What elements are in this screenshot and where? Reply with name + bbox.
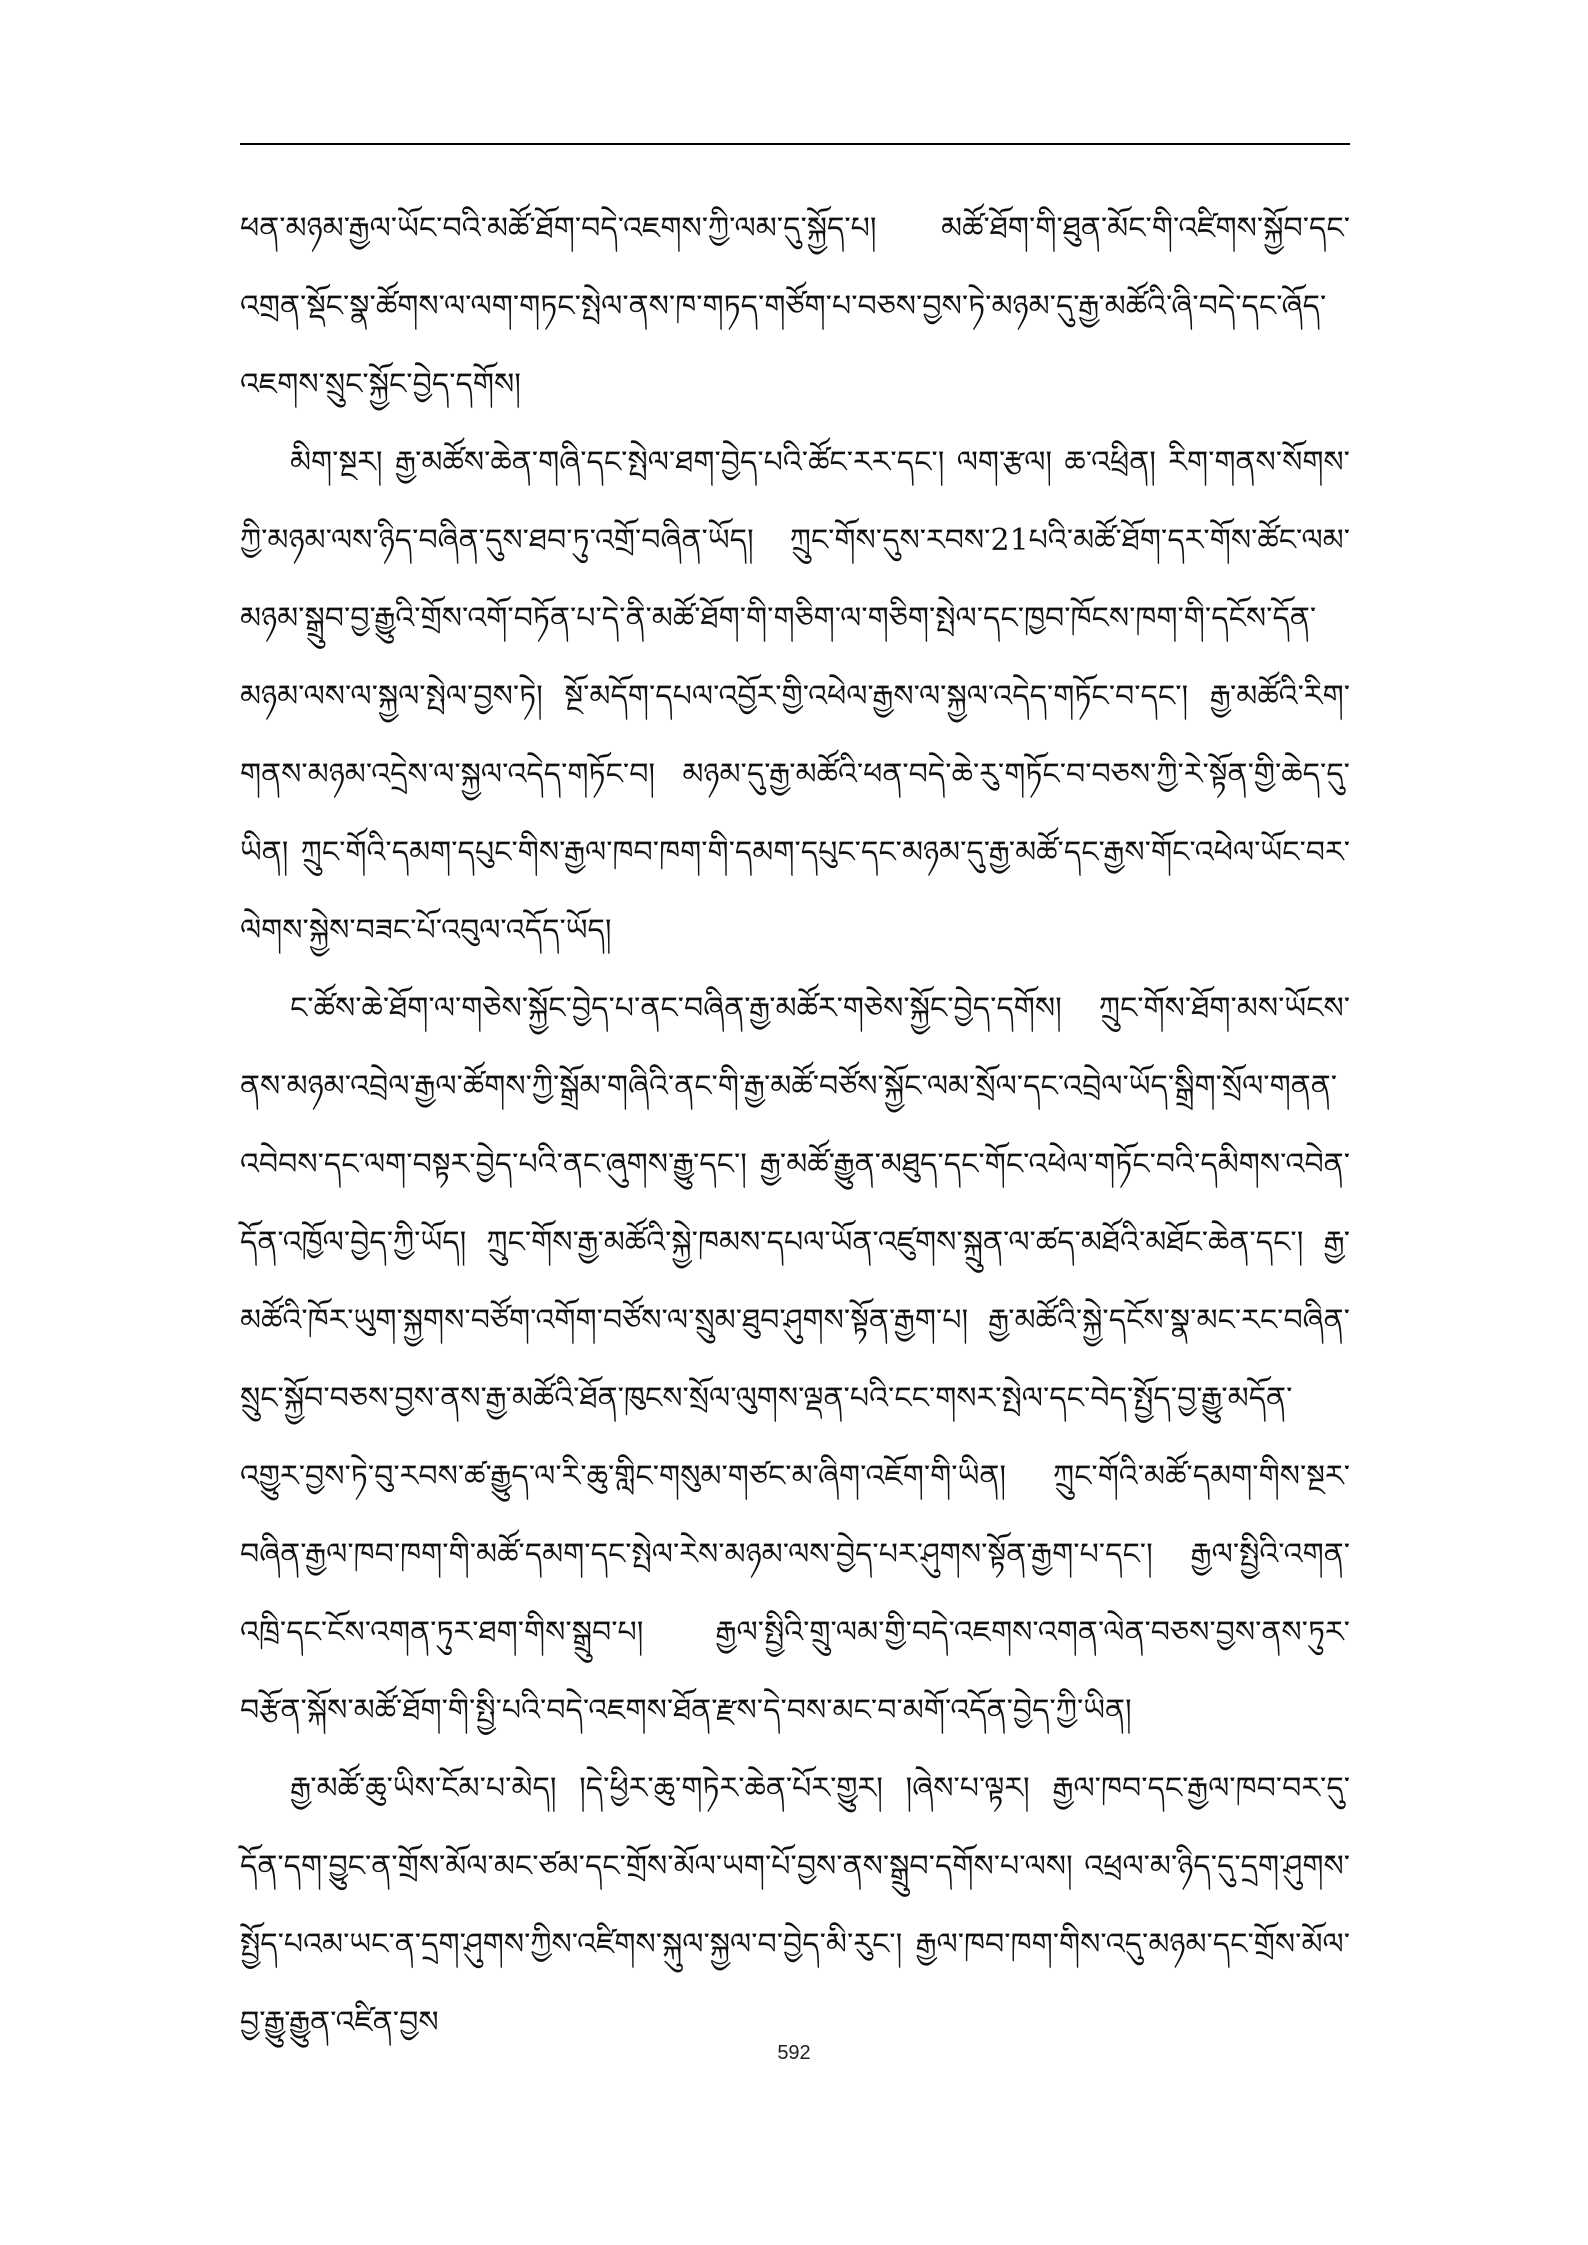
paragraph-1: ཕན་མཉམ་རྒྱལ་ཡོང་བའི་མཚོ་ཐོག་བདེ་འཇགས་ཀྱི་ལམ་དུ་སྐྱོད་པ། མཚོ་ཐོག་གི་ཐུན་མོང་གི་འཛིགས་སྐྱོབ་དང་འགྲན་སྡོང་སྣ་ཚོགས་ལ་ལག་གཏང་སྤེལ་ནས་ཁ་གཏད་གཙོག་པ་བཅས་བྱས་ཏེ་མཉམ་དུ་རྒྱ་མཚོའི་ཞི་བདེ་དང་ཞོད་འཇགས་སྲུང་སྐྱོང་བྱེད་དགོས།: [240, 211, 1350, 402]
header-rule: [240, 143, 1350, 145]
body-text: [240, 190, 1350, 2062]
paragraph-3: ང་ཚོས་ཆེ་ཐོག་ལ་གཅེས་སྐྱོང་བྱེད་པ་ནང་བཞིན་རྒྱ་མཚོར་གཅེས་སྐྱོང་བྱེད་དགོས། ཀྲུང་གོས་ཐོག་མས་ཡོངས་ནས་མཉམ་འབྲེལ་རྒྱལ་ཚོགས་ཀྱི་སྒྲོམ་གཞིའི་ནང་གི་རྒྱ་མཚོ་བཙོས་སྐྱོང་ལམ་སྲོལ་དང་འབྲེལ་ཡོད་སྒྲིག་སྲོལ་གནན་འབེབས་དང་ལག་བསྟར་བྱེད་པའི་ནང་ཞུགས་རྒྱུ་དང་། རྒྱ་མཚོ་རྒྱུན་མཐུད་དང་གོང་འཕེལ་གཏོང་བའི་དམིགས་འབེན་དོན་འཁྱོལ་བྱེད་ཀྱི་ཡོད། ཀྲུང་གོས་རྒྱ་མཚོའི་སྐྱེ་ཁམས་དཔལ་ཡོན་འཛུགས་སྐྲུན་ལ་ཚད་མཐོའི་མཐོང་ཆེན་དང་། རྒྱ་མཚོའི་ཁོར་ཡུག་སྐྱགས་བཙོག་འགོག་བཙོས་ལ་སྲུམ་ཐུབ་ཤུགས་སྟོན་རྒྱག་པ། རྒྱ་མཚོའི་སྐྱེ་དངོས་སྣ་མང་རང་བཞིན་སྲུང་སྐྱོབ་བཅས་བྱས་ནས་རྒྱ་མཚོའི་ཐོན་ཁུངས་སྲོལ་ལུགས་ལྡན་པའི་ངང་གསར་སྤེལ་དང་བེད་སྤྱོད་བྱ་རྒྱུ་མདོན་འགྱུར་བྱས་ཏེ་བུ་རབས་ཚ་རྒྱུད་ལ་རི་ཆུ་གླིང་གསུམ་གཙང་མ་ཞིག་འཇོག་གི་ཡིན། ཀྲུང་གོའི་མཚོ་དམག་གིས་སྔར་བཞིན་རྒྱལ་ཁབ་ཁག་གི་མཚོ་དམག་དང་སྤེལ་རེས་མཉམ་ལས་བྱེད་པར་ཤུགས་སྟོན་རྒྱག་པ་དང་། རྒྱལ་སྤྱིའི་འགན་འཁྲི་དང་ངོས་འགན་ཏུར་ཐག་གིས་སྒྲུབ་པ། རྒྱལ་སྤྱིའི་གྲུ་ལམ་གྱི་བདེ་འཇགས་འགན་ལེན་བཅས་བྱས་ནས་ཏུར་བརྩོན་སྐོས་མཚོ་ཐོག་གི་སྤྱི་པའི་བདེ་འཇགས་ཐོན་རྫས་དེ་བས་མང་བ་མགོ་འདོན་བྱེད་ཀྱི་ཡིན།: [240, 991, 1350, 1728]
page-number: 592: [777, 2042, 811, 2064]
paragraph-4: རྒྱ་མཚོ་ཆུ་ཡིས་ངོམ་པ་མེད། །དེ་ཕྱིར་ཆུ་གཏེར་ཆེན་པོར་གྱུར། །ཞེས་པ་ལྟར། རྒྱལ་ཁབ་དང་རྒྱལ་ཁབ་བར་དུ་དོན་དག་བྱུང་ན་གྲོས་མོལ་མང་ཙམ་དང་གྲོས་མོལ་ཡག་པོ་བྱས་ནས་སྒྲུབ་དགོས་པ་ལས། འཕྲལ་མ་ཉིད་དུ་དྲག་ཤུགས་སྤྱོད་པའམ་ཡང་ན་དྲག་ཤུགས་ཀྱིས་འཛིགས་སྐུལ་སྐྱལ་བ་བྱེད་མི་རུང་། རྒྱལ་ཁབ་ཁག་གིས་འདུ་མཉམ་དང་གྲོས་མོལ་བྱ་རྒྱུ་རྒྱུན་འཛིན་བྱས: [240, 1771, 1350, 2040]
paragraph-2: མིག་སྔར། རྒྱ་མཚོས་ཆེན་གཞི་དང་སྤེལ་ཐག་བྱེད་པའི་ཚོང་རར་དང་། ལག་རྩལ། ཆ་འཕྲིན། རིག་གནས་སོགས་ཀྱི་མཉམ་ལས་ཉིད་བཞིན་དུས་ཐབ་ཏུ་འགྲོ་བཞིན་ཡོད། ཀྲུང་གོས་དུས་རབས་21པའི་མཚོ་ཐོག་དར་གོས་ཚོང་ལམ་མཉམ་སྒྲུབ་བྱ་རྒྱུའི་གྲོས་འགོ་བཏོན་པ་དེ་ནི་མཚོ་ཐོག་གི་གཅིག་ལ་གཅིག་སྤེལ་དང་ཁྱབ་ཁོངས་ཁག་གི་དངོས་དོན་མཉམ་ལས་ལ་སྐྱལ་སྤེལ་བྱས་ཏེ། སྔོ་མདོག་དཔལ་འབྱོར་གྱི་འཕེལ་རྒྱས་ལ་སྐྱལ་འདེད་གཏོང་བ་དང་། རྒྱ་མཚོའི་རིག་གནས་མཉམ་འདྲེས་ལ་སྐྱལ་འདེད་གཏོང་བ། མཉམ་དུ་རྒྱ་མཚོའི་ཕན་བདེ་ཆེ་རུ་གཏོང་བ་བཅས་ཀྱི་རེ་སྟོན་གྱི་ཆེད་དུ་ཡིན། ཀྲུང་གོའི་དམག་དཔུང་གིས་རྒྱལ་ཁབ་ཁག་གི་དམག་དཔུང་དང་མཉམ་དུ་རྒྱ་མཚོ་དང་རྒྱས་གོང་འཕེལ་ཡོང་བར་ལེགས་སྐྱེས་བཟང་པོ་འབུལ་འདོད་ཡོད།: [240, 445, 1350, 948]
